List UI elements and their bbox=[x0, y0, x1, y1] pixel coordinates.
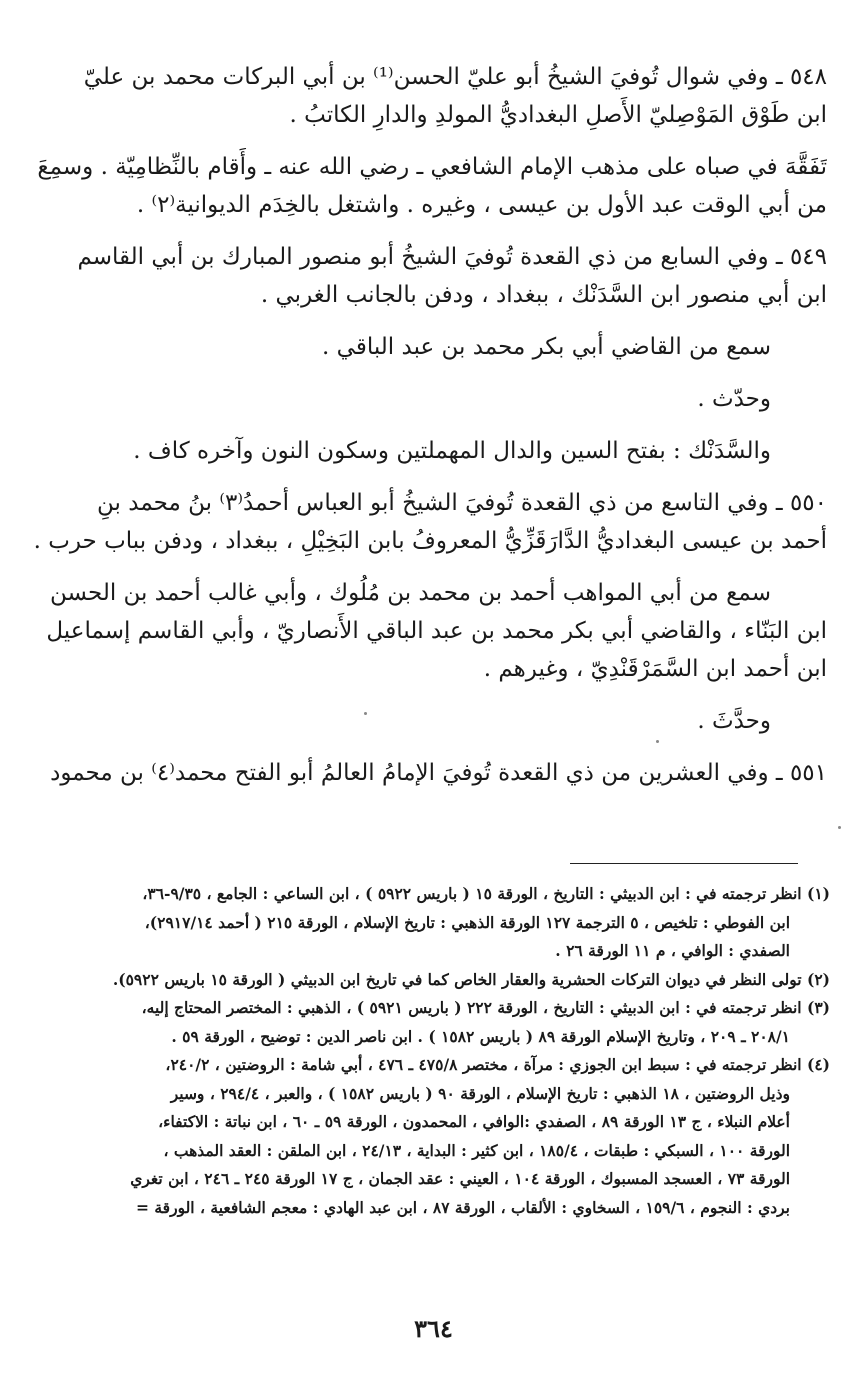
entry-550-body-line-2: ابن البَنّاء ، والقاضي أبي بكر محمد بن عبد الباقي الأَنصاريّ ، وأبي القاسم إسماعيل bbox=[46, 618, 827, 644]
entry-549-narrated bbox=[22, 380, 827, 418]
entry-551 bbox=[22, 754, 827, 792]
entry-550-line-2: أحمد بن عيسى البغداديُّ الدَّارَقَزِّيُّ المعروفُ بابن البَخِيْلِ ، ببغداد ، ودفن بباب حرب . bbox=[33, 528, 827, 554]
entry-548-line-2: ابن طَوْق المَوْصِليّ الأَصلِ البغداديُّ المولدِ والدارِ الكاتبُ . bbox=[289, 102, 827, 128]
footnote-1-line-3: الصفدي : الوافي ، م ١١ الورقة ٢٦ . bbox=[555, 941, 790, 960]
footnotes bbox=[22, 880, 830, 1222]
entry-548-body-line-2: من أبي الوقت عبد الأول بن عيسى ، وغيره . واشتغل بالخِدَم الديوانية⁽٢⁾ . bbox=[136, 192, 827, 218]
main-text bbox=[22, 58, 827, 806]
scan-speck bbox=[838, 826, 841, 829]
entry-550-body-line-1: سمع من أبي المواهب أحمد بن محمد بن مُلُوك ، وأبي غالب أحمد بن الحسن bbox=[49, 580, 771, 606]
footnote-4-line-2: وذيل الروضتين ، ١٨ الذهبي : تاريخ الإسلام ، الورقة ٩٠ ( باريس ١٥٨٢ ) ، والعبر ، ٢٩٤/٤ ، وسير bbox=[170, 1083, 790, 1103]
entry-549-line-2: ابن أبي منصور ابن السَّدَنْك ، ببغداد ، ودفن بالجانب الغربي . bbox=[260, 282, 827, 308]
footnote-1 bbox=[22, 880, 830, 966]
footnote-4-line-5: الورقة ٧٣ ، العسجد المسبوك ، الورقة ١٠٤ ، العيني : عقد الجمان ، ج ١٧ الورقة ٢٤٥ ـ ٢٤٦ ، ابن تغري bbox=[130, 1169, 790, 1188]
footnote-3 bbox=[22, 994, 830, 1051]
entry-550 bbox=[22, 484, 827, 560]
entry-550-body bbox=[22, 574, 827, 688]
footnote-3-line-1: (٣) انظر ترجمته في : ابن الدبيثي : التاريخ ، الورقة ٢٢٢ ( باريس ٥٩٢١ ) ، الذهبي : المختصر المحتاج إليه، bbox=[141, 998, 830, 1017]
entry-550-line-1: ٥٥٠ ـ وفي التاسع من ذي القعدة تُوفيَ الشيخُ أبو العباس أحمدُ⁽٣⁾ بنُ محمد بنِ bbox=[97, 490, 827, 516]
footnote-1-line-1: (١) انظر ترجمته في : ابن الدبيثي : التاريخ ، الورقة ١٥ ( باريس ٥٩٢٢ ) ، ابن الساعي : الجامع ، ٩/٣٥-٣٦، bbox=[142, 884, 830, 903]
entry-549-heard-line: سمع من القاضي أبي بكر محمد بن عبد الباقي . bbox=[322, 334, 771, 360]
entry-549-note bbox=[22, 432, 827, 470]
entry-549-note-line: والسَّدَنْك : بفتح السين والدال المهملتين وسكون النون وآخره كاف . bbox=[133, 438, 771, 464]
entry-548-body bbox=[22, 148, 827, 224]
footnote-4 bbox=[22, 1051, 830, 1222]
footnote-4-line-1: (٤) انظر ترجمته في : سبط ابن الجوزي : مرآة ، مختصر ٤٧٥/٨ ـ ٤٧٦ ، أبي شامة : الروضتين ، ٢٤٠/٢، bbox=[165, 1055, 830, 1074]
entry-549-narrated-line: وحدّث . bbox=[697, 386, 771, 412]
page-number: ٣٦٤ bbox=[414, 1314, 453, 1343]
footnote-4-line-6: بردي : النجوم ، ١٥٩/٦ ، السخاوي : الألقاب ، الورقة ٨٧ ، ابن عبد الهادي : معجم الشافعية ، الورقة = bbox=[135, 1197, 790, 1217]
entry-550-body-line-3: ابن أحمد ابن السَّمَرْقَنْدِيّ ، وغيرهم . bbox=[483, 656, 827, 682]
entry-548-body-line-1: تَفَقَّهَ في صباه على مذهب الإمام الشافعي ـ رضي الله عنه ـ وأَقام بالنِّظامِيّة . وسمِعَ bbox=[37, 154, 827, 180]
footnote-2 bbox=[22, 966, 830, 995]
entry-550-narrated bbox=[22, 702, 827, 740]
entry-549-heard bbox=[22, 328, 827, 366]
entry-551-line-1: ٥٥١ ـ وفي العشرين من ذي القعدة تُوفيَ الإمامُ العالمُ أبو الفتح محمد⁽٤⁾ بن محمود bbox=[50, 760, 827, 786]
footnote-separator bbox=[570, 863, 798, 864]
entry-549-line-1: ٥٤٩ ـ وفي السابع من ذي القعدة تُوفيَ الشيخُ أبو منصور المبارك بن أبي القاسم bbox=[77, 244, 827, 270]
scan-speck bbox=[656, 740, 659, 743]
footnote-2-line-1: (٢) تولى النظر في ديوان التركات الحشرية والعقار الخاص كما في تاريخ ابن الدبيثي ( الورقة ١٥ باريس ٥٩٢٢). bbox=[112, 969, 830, 989]
entry-550-narrated-line: وحدَّثَ . bbox=[697, 708, 771, 734]
entry-549 bbox=[22, 238, 827, 314]
entry-548-line-1: ٥٤٨ ـ وفي شوال تُوفيَ الشيخُ أبو عليّ الحسن⁽¹⁾ بن أبي البركات محمد بن عليّ bbox=[83, 64, 827, 90]
entry-548 bbox=[22, 58, 827, 134]
footnote-4-line-4: الورقة ١٠٠ ، السبكي : طبقات ، ١٨٥/٤ ، ابن كثير : البداية ، ٢٤/١٣ ، ابن الملقن : العقد المذهب ، bbox=[163, 1140, 790, 1160]
footnote-3-line-2: ٢٠٨/١ ـ ٢٠٩ ، وتاريخ الإسلام الورقة ٨٩ ( باريس ١٥٨٢ ) . ابن ناصر الدين : توضيح ، الورقة ٥٩ . bbox=[171, 1026, 790, 1046]
scan-speck bbox=[364, 712, 367, 715]
footnote-4-line-3: أعلام النبلاء ، ج ١٣ الورقة ٨٩ ، الصفدي :الوافي ، المحمدون ، الورقة ٥٩ ـ ٦٠ ، ابن نباتة : الاكتفاء، bbox=[158, 1112, 790, 1131]
footnote-1-line-2: ابن الفوطي : تلخيص ، ٥ الترجمة ١٢٧ الورقة الذهبي : تاريخ الإسلام ، الورقة ٢١٥ ( أحمد ٢٩١٧/١٤)، bbox=[144, 912, 790, 932]
